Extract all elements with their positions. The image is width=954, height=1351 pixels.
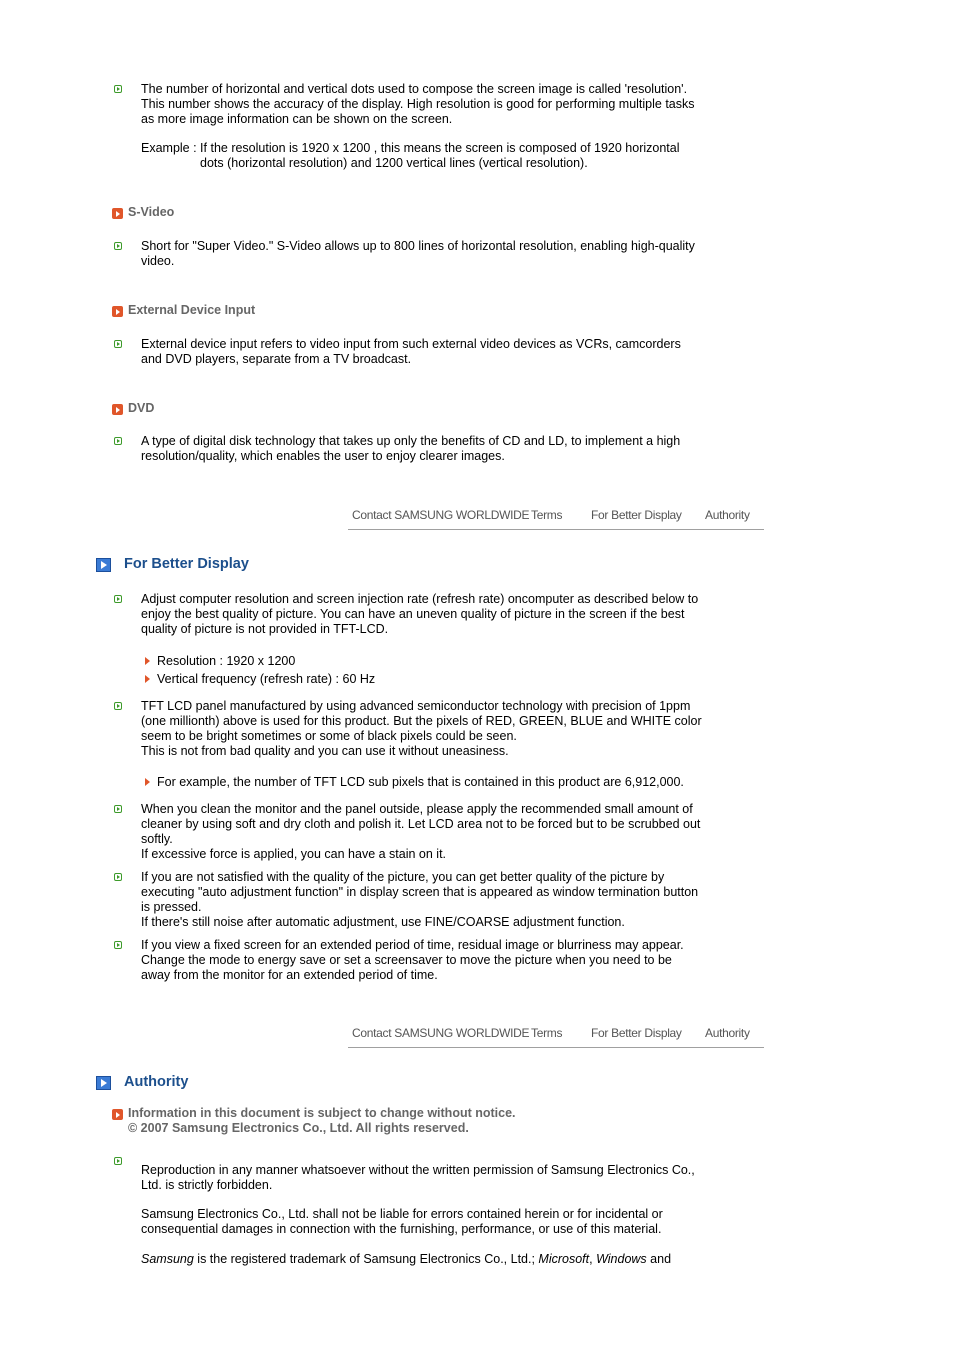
sub-arrow-icon [145,675,150,683]
svideo-text: Short for "Super Video." S-Video allows up to 800 lines of horizontal resolution, enabling high-quality video. [141,239,695,268]
footer-nav [348,505,764,530]
nav-link-terms[interactable]: Terms [531,1026,563,1040]
bullet-icon [114,941,122,949]
trademark-samsung: Samsung [141,1252,194,1266]
svideo-heading: S-Video [128,205,175,219]
nav-link-terms[interactable]: Terms [531,508,563,522]
nav-link-authority[interactable]: Authority [705,1026,750,1040]
better-p4: If you are not satisfied with the quality of the picture, you can get better quality of the picture by executing "auto adjustment function" in display screen that is appeared as window termination button is pressed. If there's still noise after automatic adjustment, use FINE/COARSE adjustment function. [141,870,699,929]
section-arrow-icon [112,1109,123,1120]
nav-link-better-display[interactable]: For Better Display [591,508,682,522]
better-sub-frequency: Vertical frequency (refresh rate) : 60 Hz [157,672,376,686]
nav-link-better-display[interactable]: For Better Display [591,1026,682,1040]
section-arrow-icon [112,404,123,415]
nav-link-authority[interactable]: Authority [705,508,750,522]
dvd-text: A type of digital disk technology that takes up only the benefits of CD and LD, to implement a high resolution/quality, which enables the user to enjoy clearer images. [141,434,681,463]
trademark-windows: Windows [596,1252,647,1266]
better-p3: When you clean the monitor and the panel outside, please apply the recommended small amount of cleaner by using soft and dry cloth and polish it. Let LCD area not to be forced but to be scrubbed out softly. If excessive force is applied, you can have a stain on it. [141,802,701,861]
authority-notice: Information in this document is subject to change without notice. © 2007 Samsung Electronics Co., Ltd. All rights reserved. [128,1106,516,1135]
section-play-icon [96,1076,111,1090]
resolution-text: The number of horizontal and vertical dots used to compose the screen image is called 'resolution'. This number shows the accuracy of the display. High resolution is good for performing multiple tasks as more image information can be shown on the screen. [141,82,695,126]
bullet-icon [114,595,122,603]
bullet-icon [114,437,122,445]
bullet-icon [114,1157,122,1165]
trademark-microsoft: Microsoft [538,1252,590,1266]
sub-arrow-icon [145,657,150,665]
external-text: External device input refers to video input from such external video devices as VCRs, camcorders and DVD players, separate from a TV broadcast. [141,337,681,366]
bullet-icon [114,873,122,881]
better-sub-example: For example, the number of TFT LCD sub pixels that is contained in this product are 6,912,000. [157,775,684,789]
section-arrow-icon [112,306,123,317]
better-p2: TFT LCD panel manufactured by using advanced semiconductor technology with precision of 1ppm (one millionth) above is used for this product. But the pixels of RED, GREEN, BLUE and WHITE color seem to be bright sometimes or some of black pixels could be seen. This is not from bad quality and you can use it without uneasiness. [141,699,702,758]
better-sub-resolution: Resolution : 1920 x 1200 [157,654,296,668]
authority-p1: Reproduction in any manner whatsoever without the written permission of Samsung Electronics Co., Ltd. is strictly forbidden. [141,1163,695,1192]
resolution-example-line1: Example : If the resolution is 1920 x 1200 , this means the screen is composed of 1920 horizontal [141,141,680,155]
section-play-icon [96,558,111,572]
better-p1: Adjust computer resolution and screen injection rate (refresh rate) oncomputer as described below to enjoy the best quality of picture. You can have an uneven quality of picture in the screen if the best quality of picture is not provided in TFT-LCD. [141,592,699,636]
external-heading: External Device Input [128,303,256,317]
bullet-icon [114,242,122,250]
authority-p2: Samsung Electronics Co., Ltd. shall not be liable for errors contained herein or for incidental or consequential damages in connection with the furnishing, performance, or use of this material. [141,1207,663,1236]
sub-arrow-icon [145,778,150,786]
bullet-icon [114,702,122,710]
section-title-authority: Authority [124,1074,189,1090]
nav-link-contact[interactable]: Contact SAMSUNG WORLDWIDE [352,1026,530,1040]
better-p5: If you view a fixed screen for an extended period of time, residual image or blurriness may appear. Change the mode to energy save or set a screensaver to move the picture when you need to be away from the monitor for an extended period of time. [141,938,684,982]
dvd-heading: DVD [128,401,155,415]
footer-nav [348,1023,764,1048]
section-title-better-display: For Better Display [124,556,249,572]
section-arrow-icon [112,208,123,219]
bullet-icon [114,340,122,348]
bullet-icon [114,85,122,93]
resolution-example-line2: dots (horizontal resolution) and 1200 vertical lines (vertical resolution). [200,156,588,170]
nav-link-contact[interactable]: Contact SAMSUNG WORLDWIDE [352,508,530,522]
bullet-icon [114,805,122,813]
authority-p3: Samsung is the registered trademark of Samsung Electronics Co., Ltd.; Microsoft, Windows and [141,1252,672,1266]
